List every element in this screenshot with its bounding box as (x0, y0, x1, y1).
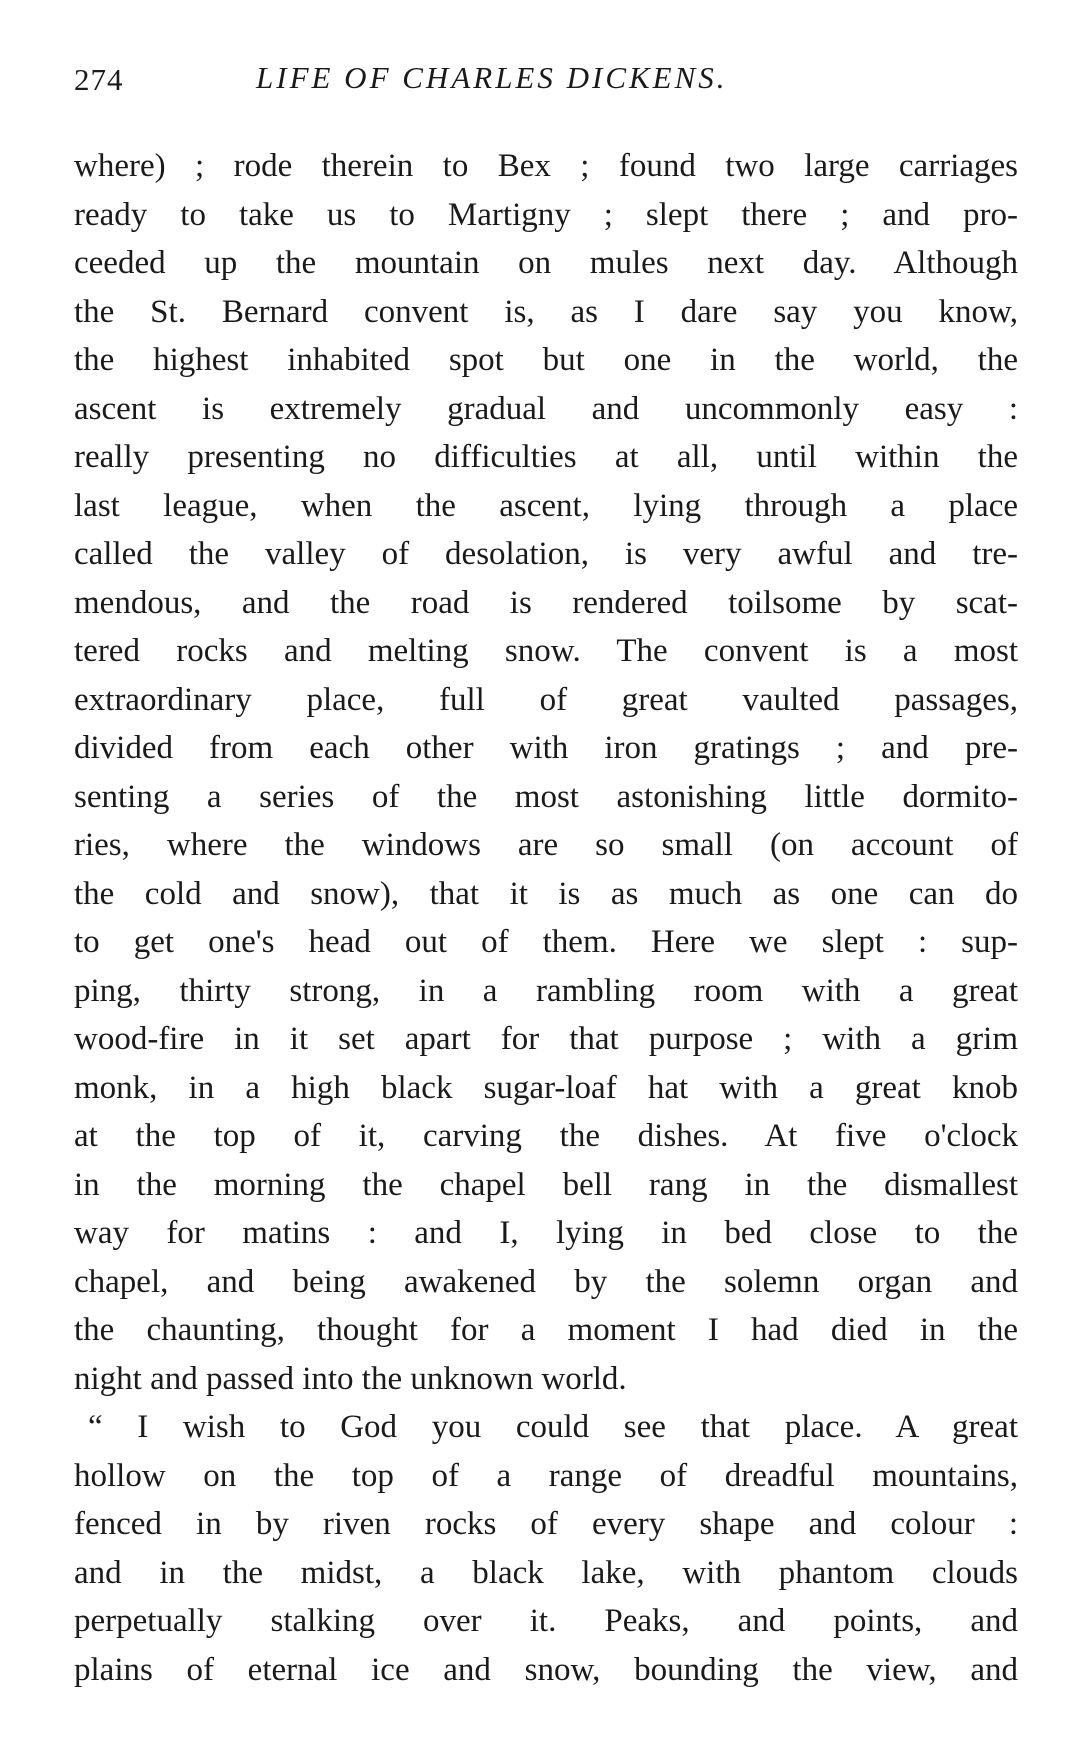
running-title: LIFE OF CHARLES DICKENS. (256, 60, 728, 95)
text-line: plains of eternal ice and snow, bounding the view, and (74, 1651, 1018, 1688)
text-line: ries, where the windows are so small (on account of (74, 827, 1018, 863)
text-line: the chaunting, thought for a moment I had died in the (74, 1312, 1018, 1348)
text-line: really presenting no difficulties at all, until within the (74, 439, 1018, 475)
text-line: the cold and snow), that it is as much as one can do (74, 875, 1018, 912)
text-line: chapel, and being awakened by the solemn organ and (74, 1263, 1018, 1300)
body-text (74, 142, 1018, 1694)
text-line: the highest inhabited spot but one in the world, the (74, 342, 1018, 378)
text-line: extraordinary place, full of great vaulted passages, (74, 681, 1018, 718)
page-number: 274 (74, 62, 124, 97)
text-line: and in the midst, a black lake, with phantom clouds (74, 1554, 1018, 1591)
text-line: divided from each other with iron gratings ; and pre- (74, 730, 1018, 766)
text-line: called the valley of desolation, is very awful and tre- (74, 536, 1018, 572)
text-line: ceeded up the mountain on mules next day. Although (74, 245, 1018, 281)
text-line: to get one's head out of them. Here we slept : sup- (74, 924, 1018, 960)
text-line: ascent is extremely gradual and uncommonly easy : (74, 390, 1018, 427)
paragraph-end-line: night and passed into the unknown world. (74, 1360, 627, 1397)
text-line: the St. Bernard convent is, as I dare say you know, (74, 293, 1018, 330)
text-line: at the top of it, carving the dishes. At five o'clock (74, 1118, 1018, 1154)
text-line: monk, in a high black sugar-loaf hat with a great knob (74, 1069, 1018, 1106)
text-line: senting a series of the most astonishing little dormito- (74, 778, 1018, 815)
text-line: ready to take us to Martigny ; slept there ; and pro- (74, 196, 1018, 233)
paragraph-start-line: “ I wish to God you could see that place. A great (88, 1409, 1018, 1445)
text-line: in the morning the chapel bell rang in the dismallest (74, 1166, 1018, 1203)
text-line: way for matins : and I, lying in bed close to the (74, 1215, 1018, 1251)
text-line: where) ; rode therein to Bex ; found two large carriages (74, 148, 1018, 184)
text-line: hollow on the top of a range of dreadful mountains, (74, 1457, 1018, 1494)
text-line: tered rocks and melting snow. The convent is a most (74, 633, 1018, 669)
text-line: ping, thirty strong, in a rambling room with a great (74, 972, 1018, 1009)
text-line: last league, when the ascent, lying through a place (74, 487, 1018, 524)
page-header (74, 62, 1018, 110)
text-line: fenced in by riven rocks of every shape and colour : (74, 1506, 1018, 1542)
text-line: wood-fire in it set apart for that purpose ; with a grim (74, 1021, 1018, 1057)
text-line: perpetually stalking over it. Peaks, and points, and (74, 1603, 1018, 1639)
text-line: mendous, and the road is rendered toilsome by scat- (74, 584, 1018, 621)
